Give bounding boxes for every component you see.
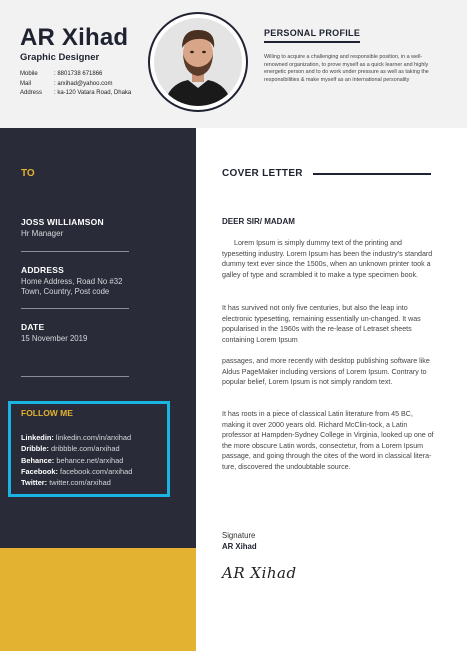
contact-label: Mobile (20, 71, 38, 77)
link-name: Twitter: (21, 478, 48, 488)
link-url: behance.net/arxihad (56, 455, 124, 465)
cover-letter-title: COVER LETTER (222, 168, 303, 179)
social-link-linkedin[interactable] (21, 432, 132, 443)
to-label: TO (21, 168, 35, 179)
profile-photo (148, 12, 248, 112)
link-url: linkedin.com/in/arxihad (55, 433, 132, 442)
address-line-1: Home Address, Road No #32 (21, 277, 123, 286)
social-link-facebook[interactable] (21, 466, 132, 477)
social-link-dribble[interactable] (21, 443, 132, 454)
letter-paragraph-2: It has survived not only five centuries, but also the leap into electronic typesetting, remaining essentially un-changed. It was popularised in the 1960s with the re-lease of Letraset sheets containing Lorem Ipsum (222, 304, 421, 344)
letter-paragraph-4: It has roots in a piece of classical Latin literature from 45 BC, making it over 2000 years old. Richard McClin-tock, a Latin professor at Hampden-Sydney College in Virginia, looked up one of the more obscure Latin words, consectetur, from a Lorem Ipsum passage, and going through the cites of the word in classical litera-ture, discovered the undoubtable source. (222, 410, 434, 471)
contact-mobile (20, 70, 131, 80)
link-url: twitter.com/arxihad (49, 478, 111, 488)
divider (21, 251, 129, 252)
link-name: Dribble: (21, 444, 49, 454)
recipient-name: JOSS WILLIAMSON (21, 217, 104, 227)
divider (21, 376, 129, 377)
contact-value: : ka-120 Vatara Road, Dhaka (54, 90, 132, 96)
contact-mail (20, 80, 131, 90)
profile-underline (264, 41, 360, 43)
left-accent-block (0, 548, 196, 651)
social-link-twitter[interactable] (21, 477, 132, 488)
follow-title: FOLLOW ME (21, 408, 73, 418)
cover-letter-rule (313, 173, 431, 175)
signature-name: AR Xihad (222, 542, 257, 551)
link-name: Facebook: (21, 466, 58, 476)
contact-label: Mail (20, 80, 32, 87)
address-line-2: Town, Country, Post code (21, 287, 110, 296)
salutation: DEER SIR/ MADAM (222, 217, 295, 226)
contact-label: Address (20, 90, 43, 96)
contact-address (20, 89, 131, 99)
contact-value: : arxihad@yahoo.com (54, 80, 113, 87)
contact-value: : 8801738 671866 (54, 71, 103, 77)
date-heading: DATE (21, 322, 45, 332)
social-links (21, 432, 132, 488)
link-url: dribbble.com/arxihad (50, 444, 120, 454)
signature-label: Signature (222, 531, 256, 540)
letter-paragraph-1: Lorem Ipsum is simply dummy text of the printing and typesetting industry. Lorem Ipsum has been the industry's standard dummy text ever since the 1500s, when an unknown printer took a galley of type and scrambled it to make a type specimen book. (222, 239, 433, 279)
address-heading: ADDRESS (21, 265, 64, 275)
contact-info (20, 70, 131, 99)
link-url: facebook.com/arxihad (60, 466, 133, 476)
link-name: Behance: (21, 455, 55, 465)
date-value: 15 November 2019 (21, 334, 88, 343)
link-name: Linkedin: (21, 433, 54, 442)
person-name: AR Xihad (20, 24, 129, 51)
profile-text: Willing to acquire a challenging and responsible position, in a well-renowned organization, to prove myself as a quick learner and highly energetic person and to do work under pressure as well as taking the responsibilities & make myself as an international personality (264, 54, 429, 83)
profile-photo-icon (154, 18, 242, 106)
person-role: Graphic Designer (20, 52, 100, 63)
letter-paragraph-3: passages, and more recently with desktop publishing software like Aldus PageMaker including versions of Lorem Ipsum. Contrary to popular belief, Lorem Ipsum is not simply random text. (222, 357, 430, 386)
recipient-title: Hr Manager (21, 229, 64, 238)
social-link-behance[interactable] (21, 455, 132, 466)
profile-title: PERSONAL PROFILE (264, 28, 361, 38)
signature-script: AR Xihad (222, 564, 297, 582)
divider (21, 308, 129, 309)
